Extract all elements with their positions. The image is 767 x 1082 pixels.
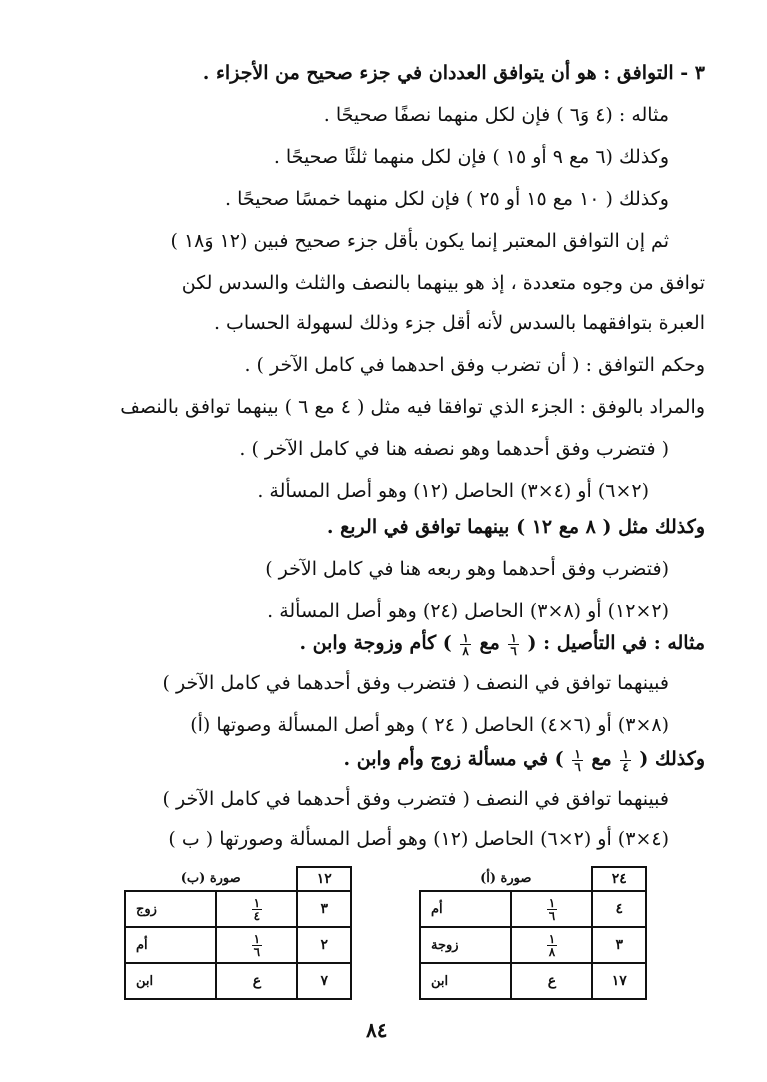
page-number: ٨٤ xyxy=(366,1018,388,1042)
fraction-denominator: ٦ xyxy=(510,643,517,658)
table-a-share: ١٧ xyxy=(592,963,646,999)
text-line-15 xyxy=(299,628,705,658)
table-a-base: ٢٤ xyxy=(592,867,646,891)
table-row xyxy=(125,963,351,999)
text-line-20: (٤×٣) أو (٢×٦) الحاصل (١٢) وهو أصل المسألة وصورتها ( ب ) xyxy=(168,828,669,850)
inheritance-table-b xyxy=(124,866,352,1000)
text-line-8: وحكم التوافق : ( أن تضرب وفق احدهما في كامل الآخر ) . xyxy=(244,354,705,376)
text-line-12: وكذلك مثل ( ٨ مع ١٢ ) بينهما توافق في الربع . xyxy=(326,516,705,538)
text-line-3: وكذلك (٦ مع ٩ أو ١٥ ) فإن لكل منهما ثلثًا صحيحًا . xyxy=(273,146,669,168)
table-a-share: ٤ xyxy=(592,891,646,927)
text-line-15-pre: مثاله : في التأصيل : ( xyxy=(527,632,705,654)
fraction-one-eighth xyxy=(460,632,470,657)
fraction-numerator: ١ xyxy=(622,746,629,761)
text-line-4: وكذلك ( ١٠ مع ١٥ أو ٢٥ ) فإن لكل منهما خمسًا صحيحًا . xyxy=(224,188,669,210)
text-line-6: توافق من وجوه متعددة ، إذ هو بينهما بالنصف والثلث والسدس لكن xyxy=(181,272,705,294)
text-line-18-mid: مع xyxy=(591,748,612,770)
fraction-numerator: ١ xyxy=(253,931,261,946)
text-line-15-mid: مع xyxy=(479,632,500,654)
fraction-denominator: ٦ xyxy=(253,944,261,959)
table-row xyxy=(420,927,646,963)
table-b-base: ١٢ xyxy=(297,867,351,891)
text-line-17: (٨×٣) أو (٦×٤) الحاصل ( ٢٤ ) وهو أصل المسألة وصوتها (أ) xyxy=(190,714,669,736)
fraction-denominator: ٦ xyxy=(548,908,556,923)
fraction-numerator: ١ xyxy=(510,630,517,645)
table-row xyxy=(125,891,351,927)
fraction-numerator: ١ xyxy=(253,895,261,910)
table-b-label: صورة (ب) xyxy=(180,871,241,886)
text-line-14: (٢×١٢) أو (٨×٣) الحاصل (٢٤) وهو أصل المسألة . xyxy=(267,600,669,622)
table-row xyxy=(420,963,646,999)
fraction-denominator: ٦ xyxy=(574,759,581,774)
fraction-one-sixth xyxy=(572,748,582,773)
text-line-18-post: ) في مسألة زوج وأم وابن . xyxy=(343,748,564,770)
table-b-share: ٢ xyxy=(297,927,351,963)
table-a-fraction xyxy=(511,891,592,927)
text-line-2: مثاله : (٤ وَ٦ ) فإن لكل منهما نصفًا صحيحًا . xyxy=(323,104,669,126)
fraction-denominator: ٨ xyxy=(548,944,556,959)
fraction-numerator: ١ xyxy=(574,746,581,761)
text-line-19: فبينهما توافق في النصف ( فتضرب وفق أحدهما في كامل الآخر ) xyxy=(162,788,669,810)
table-a-label: صورة (أ) xyxy=(480,871,532,886)
table-b-share: ٧ xyxy=(297,963,351,999)
text-line-10: ( فتضرب وفق أحدهما وهو نصفه هنا في كامل الآخر ) . xyxy=(239,438,669,460)
table-a-fraction xyxy=(511,927,592,963)
fraction-one-quarter xyxy=(620,748,630,773)
table-a-fraction: ع xyxy=(511,963,592,999)
table-b-fraction: ع xyxy=(216,963,297,999)
table-b-heir: ابن xyxy=(125,963,216,999)
fraction-numerator: ١ xyxy=(548,931,556,946)
text-line-1: ٣ - التوافق : هو أن يتوافق العددان في جزء صحيح من الأجزاء . xyxy=(202,62,705,84)
fraction-one-sixth xyxy=(508,632,518,657)
text-line-9: والمراد بالوفق : الجزء الذي توافقا فيه مثل ( ٤ مع ٦ ) بينهما توافق بالنصف xyxy=(120,396,705,418)
fraction-numerator: ١ xyxy=(548,895,556,910)
text-line-5: ثم إن التوافق المعتبر إنما يكون بأقل جزء صحيح فبين (١٢ وَ١٨ ) xyxy=(170,230,669,252)
text-line-15-post: ) كأم وزوجة وابن . xyxy=(299,632,452,654)
table-b-share: ٣ xyxy=(297,891,351,927)
text-line-16: فبينهما توافق في النصف ( فتضرب وفق أحدهما في كامل الآخر ) xyxy=(162,672,669,694)
table-b-heir: أم xyxy=(125,927,216,963)
table-row xyxy=(125,927,351,963)
fraction-numerator: ١ xyxy=(462,630,469,645)
table-a-heir: ابن xyxy=(420,963,511,999)
table-a-share: ٣ xyxy=(592,927,646,963)
inheritance-table-a xyxy=(419,866,647,1000)
text-line-7: العبرة بتوافقهما بالسدس لأنه أقل جزء وذلك لسهولة الحساب . xyxy=(213,312,705,334)
text-line-11: (٢×٦) أو (٤×٣) الحاصل (١٢) وهو أصل المسألة . xyxy=(257,480,649,502)
text-line-18-pre: وكذلك ( xyxy=(639,748,705,770)
table-a-heir: زوجة xyxy=(420,927,511,963)
table-b-fraction xyxy=(216,927,297,963)
text-line-18 xyxy=(344,744,705,774)
text-line-13: (فتضرب وفق أحدهما وهو ربعه هنا في كامل الآخر ) xyxy=(265,558,669,580)
table-b-fraction xyxy=(216,891,297,927)
table-a-heir: أم xyxy=(420,891,511,927)
table-row xyxy=(420,891,646,927)
fraction-denominator: ٤ xyxy=(253,908,261,923)
fraction-denominator: ٤ xyxy=(622,759,629,774)
table-b-heir: زوج xyxy=(125,891,216,927)
fraction-denominator: ٨ xyxy=(462,643,469,658)
